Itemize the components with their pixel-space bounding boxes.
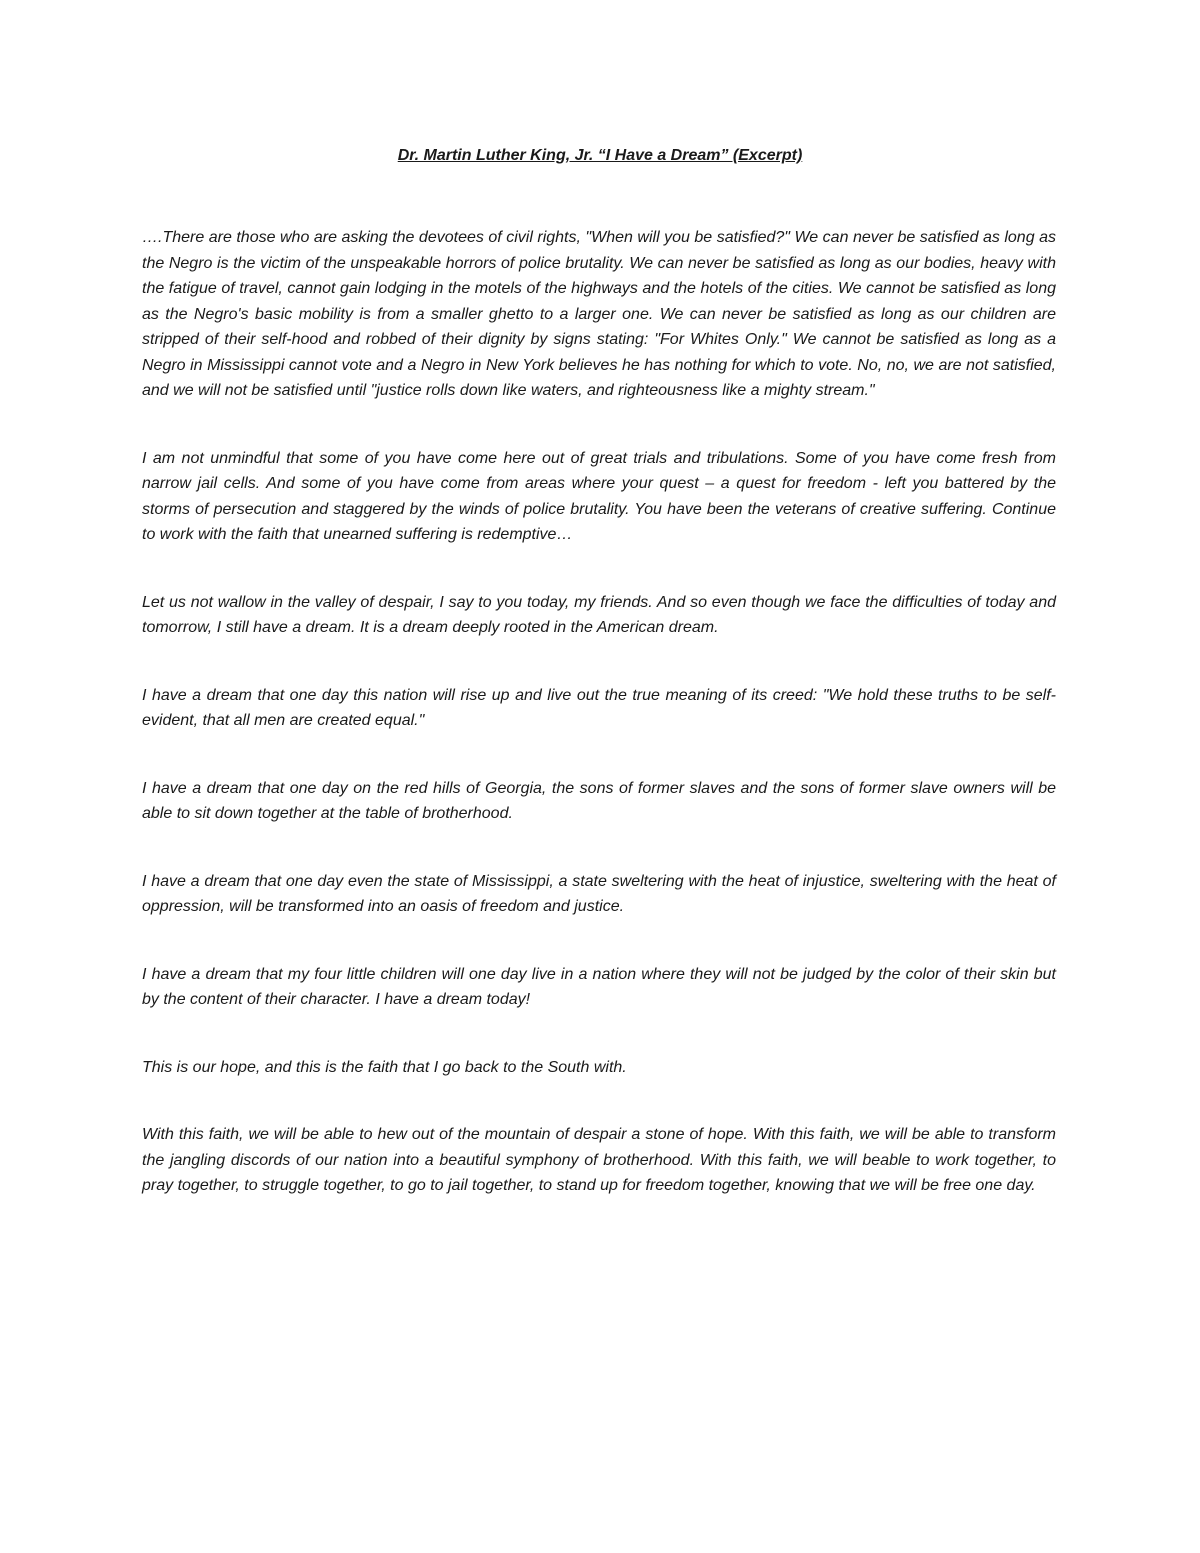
paragraph-4: I have a dream that one day this nation will rise up and live out the true meaning of its creed: "We hold these truths to be self-evident, that all men are created equal." xyxy=(142,686,1056,729)
document-title: Dr. Martin Luther King, Jr. “I Have a Dream” (Excerpt) xyxy=(397,147,803,164)
document-body xyxy=(142,225,1056,1241)
paragraph-8: This is our hope, and this is the faith that I go back to the South with. xyxy=(142,1058,627,1076)
paragraph-9: With this faith, we will be able to hew out of the mountain of despair a stone of hope. With this faith, we will be able to transform the jangling discords of our nation into a beautiful symphony of brotherhood. With this faith, we will beable to work together, to pray together, to struggle together, to go to jail together, to stand up for freedom together, knowing that we will be free one day. xyxy=(142,1126,1056,1194)
paragraph-7: I have a dream that my four little children will one day live in a nation where they will not be judged by the color of their skin but by the content of their character. I have a dream today! xyxy=(142,965,1056,1008)
paragraph-1: ….There are those who are asking the devotees of civil rights, "When will you be satisfied?" We can never be satisfied as long as the Negro is the victim of the unspeakable horrors of police brutality. We can never be satisfied as long as our bodies, heavy with the fatigue of travel, cannot gain lodging in the motels of the highways and the hotels of the cities. We cannot be satisfied as long as the Negro's basic mobility is from a smaller ghetto to a larger one. We can never be satisfied as long as our children are stripped of their self-hood and robbed of their dignity by signs stating: "For Whites Only." We cannot be satisfied as long as a Negro in Mississippi cannot vote and a Negro in New York believes he has nothing for which to vote. No, no, we are not satisfied, and we will not be satisfied until "justice rolls down like waters, and righteousness like a mighty stream." xyxy=(142,229,1056,399)
paragraph-3: Let us not wallow in the valley of despair, I say to you today, my friends. And so even though we face the difficulties of today and tomorrow, I still have a dream. It is a dream deeply rooted in the American dream. xyxy=(142,593,1056,636)
paragraph-5: I have a dream that one day on the red hills of Georgia, the sons of former slaves and the sons of former slave owners will be able to sit down together at the table of brotherhood. xyxy=(142,779,1056,822)
paragraph-2: I am not unmindful that some of you have come here out of great trials and tribulations. Some of you have come fresh from narrow jail cells. And some of you have come from areas where your quest – a quest for freedom - left you battered by the storms of persecution and staggered by the winds of police brutality. You have been the veterans of creative suffering. Continue to work with the faith that unearned suffering is redemptive… xyxy=(142,449,1056,543)
paragraph-6: I have a dream that one day even the state of Mississippi, a state sweltering with the heat of injustice, sweltering with the heat of oppression, will be transformed into an oasis of freedom and justice. xyxy=(142,872,1056,915)
